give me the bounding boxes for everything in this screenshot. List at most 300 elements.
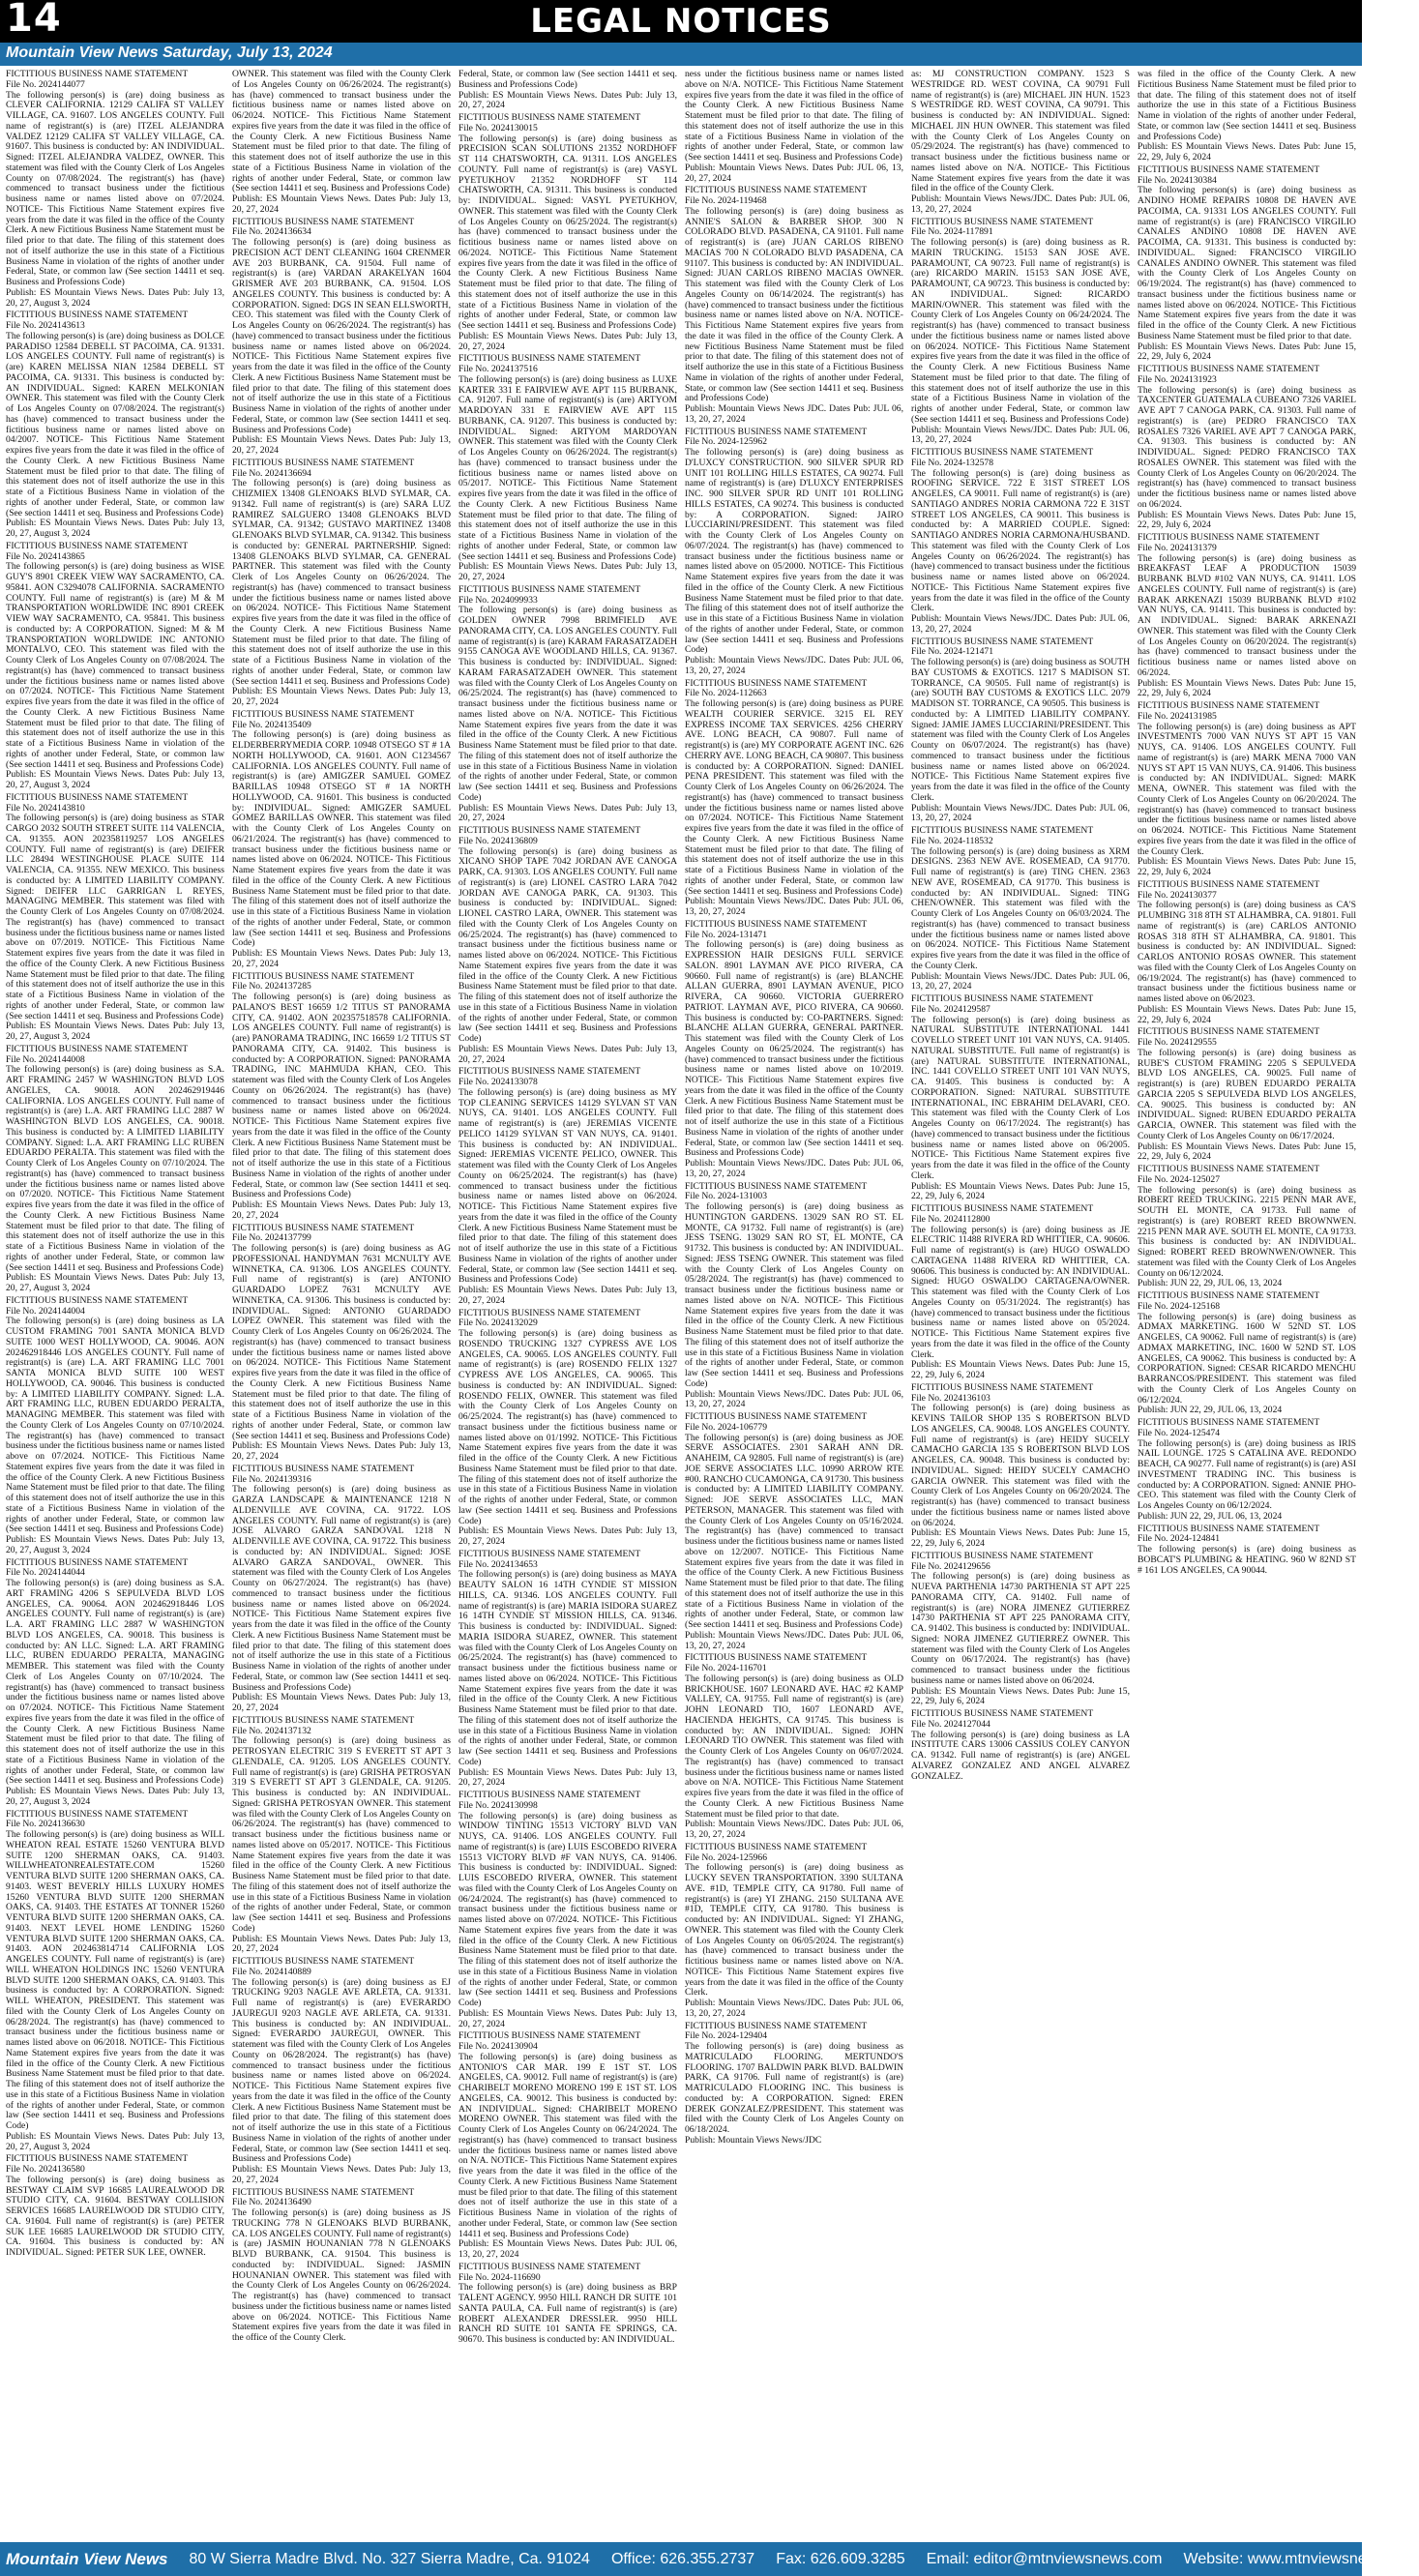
notice-body: The following person(s) is (are) doing business as JE ELECTRIC 11488 RIVERA RD WHITTIER, CA. 90606. Full name of registrant(s) is (are) HUGO OSWALDO CARTAGENA 11488 RIVERA RD WHITTIER, CA. 90606. This business is conducted by: AN INDIVIDUAL. Signed: HUGO OSWALDO CARTAGENA/OWNER. This statement was filed with the County Clerk of Los Angeles County on 05/31/2024. The registrant(s) has (have) commenced to transact business under the fictitious business name or names listed above on 05/2024. NOTICE- This Fictitious Name Statement expires five years from the date it was filed in the office of the County Clerk.: [911, 1224, 1130, 1360]
legal-notices-columns: [6, 70, 1356, 2536]
notice-body: The following person(s) is (are) doing business as ROBERT REED TRUCKING. 2215 PENN MAR AVE, SOUTH EL MONTE, CA 91733. Full name of registrant(s) is (are) ROBERT REED BROWNWEN. 2215 PENN MAR AVE. SOUTH EL MONTE, CA 91733. This business is conducted by: AN INDIVIDUAL. Signed: ROBERT REED BROWNWEN/OWNER. This statement was filed with the County Clerk of Los Angeles County on 06/12/2024.: [1138, 1184, 1356, 1279]
notice-publication-dates: Publish: ES Mountain Views News. Dates Pub: June 15, 22, 29, July 6, 2024: [1138, 509, 1356, 531]
legal-notice: [6, 2154, 224, 2259]
notice-file-number: File No. 2024-125168: [1138, 1300, 1221, 1312]
notice-publication-dates: Publish: Mountain Views News/JDC. Dates Pub: JUL 06, 13, 20, 27, 2024: [911, 424, 1130, 446]
notice-body: The following person(s) is (are) doing business as AG PROFESSIONAL HANDYMAN 7631 MCNULTY AVE WINNETKA, CA. 91306. LOS ANGELES COUNTY. Full name of registrant(s) is (are) ANTONIO GUARDADO LOPEZ 7631 MCNULTY AVE WINNETKA, CA. 91306. This business is conducted by: INDIVIDUAL. Signed: ANTONIO GUARDADO LOPEZ OWNER. This statement was filed with the County Clerk of Los Angeles County on 06/26/2024. The registrant(s) has (have) commenced to transact business under the fictitious business name or names listed above on 06/2024. NOTICE- This Fictitious Name Statement expires five years from the date it was filed in the office of the County Clerk. A new Fictitious Business Name Statement must be filed prior to that date. The filing of this statement does not of itself authorize the use in this state of a Fictitious Business Name in violation of the rights of another under Federal, State, or common law (See section 14411 et seq. Business and Professions Code): [232, 1243, 451, 1441]
notice-publication-dates: Publish: ES Mountain Views News. Dates Pub: July 13, 20, 27, August 3, 2024: [6, 769, 224, 790]
footer-address: 80 W Sierra Madre Blvd. No. 327 Sierra Madre, Ca. 91024: [189, 2550, 590, 2567]
notice-publication-dates: Publish: ES Mountain Views News. Dates Pub: July 13, 20, 27, 2024: [458, 561, 677, 582]
legal-notice: [232, 1716, 451, 1955]
legal-notice: [911, 1552, 1130, 1707]
notice-publication-dates: Publish: ES Mountain Views News. Dates Pub: July 13, 20, 27, 2024: [232, 948, 451, 969]
notice-heading: FICTITIOUS BUSINESS NAME STATEMENT: [6, 69, 189, 79]
notice-body: The following person(s) is (are) doing business as WINDOW TINTING 15513 VICTORY BLVD VAN NUYS, CA. 91406. LOS ANGELES COUNTY. Full name of registrant(s) is (are) LUIS ESCOBEDO RIVERA 15513 VICTORY BLVD #F VAN NUYS, CA. 91406. This business is conducted by: INDIVIDUAL. Signed: LUIS ESCOBEDO RIVERA, OWNER. This statement was filed with the County Clerk of Los Angeles County on 06/24/2024. The registrant(s) has (have) commenced to transact business under the fictitious business name or names listed above on 07/2024. NOTICE- This Fictitious Name Statement expires five years from the date it was filed in the office of the County Clerk. A new Fictitious Business Name Statement must be filed prior to that date. The filing of this statement does not of itself authorize the use in this state of a Fictitious Business Name in violation of the rights of another under Federal, State, or common law (See section 14411 et seq. Business and Professions Code): [458, 1810, 677, 2008]
legal-notice: [911, 70, 1130, 216]
notice-body: The following person(s) is (are) doing business as S.A. ART FRAMING 2457 W WASHINGTON BLVD LOS ANGELES, CA. 90018. AON 202462919446 CALIFORNIA. LOS ANGELES COUNTY. Full name of registrant(s) is (are) L.A. ART FRAMING LLC 2887 W WASHINGTON BLVD LOS ANGELES, CA. 90018. This business is conducted by: A LIMITED LIABILITY COMPANY. Signed: L.A. ART FRAMING LLC RUBEN EDUARDO PERALTA. This statement was filed with the County Clerk of Los Angeles County on 07/10/2024. The registrant(s) has (have) commenced to transact business under the fictitious business name or names listed above on 07/2020. NOTICE- This Fictitious Name Statement expires five years from the date it was filed in the office of the County Clerk. A new Fictitious Business Name Statement must be filed prior to that date. The filing of this statement does not of itself authorize the use in this state of a Fictitious Business Name in violation of the rights of another under Federal, State, or common law (See section 14411 et seq. Business and Professions Code): [6, 1064, 224, 1273]
footer-fax: Fax: 626.609.3285: [776, 2550, 905, 2567]
legal-notice: [1138, 1525, 1356, 1577]
notice-file-number: File No. 2024134653: [458, 1558, 538, 1570]
notice-file-number: File No. 2024-116701: [685, 1663, 767, 1673]
notice-file-number: File No. 2024136103: [911, 1392, 990, 1404]
notice-body: The following person(s) is (are) doing business as PALANO'S BEST 16659 1/2 TITUS ST PANORAMA CITY, CA. 91402. AON 202357518578 CALIFORNIA. LOS ANGELES COUNTY. Full name of registrant(s) is (are) PANORAMA TRADING, INC 16659 1/2 TITUS ST PANORAMA CITY, CA. 91402. This business is conducted by: A CORPORATION. Signed: PANORAMA TRADING, INC MAHMUDA KHAN, CEO. This statement was filed with the County Clerk of Los Angeles County on 06/26/2024. The registrant(s) has (have) commenced to transact business under the fictitious business name or names listed above on 06/2024. NOTICE- This Fictitious Name Statement expires five years from the date it was filed in the office of the County Clerk. A new Fictitious Business Name Statement must be filed prior to that date. The filing of this statement does not of itself authorize the use in this state of a Fictitious Business Name in violation of the rights of another under Federal, State, or common law (See section 14411 et seq. Business and Professions Code): [232, 992, 451, 1200]
notice-publication-dates: Publish: Mountain Views News/JDC. Dates Pub: JUL 06, 13, 20, 27, 2024: [685, 655, 903, 676]
notice-body: The following person(s) is (are) doing business as JOE SERVE ASSOCIATES. 2301 SARAH ANN DR. ANAHEIM, CA 92805. Full name of registrant(s) is (are) JOE SERVE ASSOCIATES LLC. 10990 ARROW RTE #00. RANCHO CUCAMONGA, CA 91730. This business is conducted by: A LIMITED LIABILITY COMPANY. Signed: JOE SERVE ASSOCIATES LLC, MAN PETERSON, MANAGER. This statement was filed with the County Clerk of Los Angeles County on 05/16/2024. The registrant(s) has (have) commenced to transact business under the fictitious business name or names listed above on 12/2007. NOTICE- This Fictitious Name Statement expires five years from the date it was filed in the office of the County Clerk. A new Fictitious Business Name Statement must be filed prior to that date. The filing of this statement does not of itself authorize the use in this state of a Fictitious Business Name in violation of the rights of another under Federal, State, or common law (See section 14411 et seq. Business and Professions Code): [685, 1432, 903, 1630]
legal-notice: [232, 1224, 451, 1463]
notice-heading: FICTITIOUS BUSINESS NAME STATEMENT: [6, 791, 189, 803]
legal-notice: [685, 1653, 903, 1841]
notice-file-number: File No. 2024144004: [6, 1305, 85, 1317]
notice-body: The following person(s) is (are) doing business as WILL WHEATON REAL ESTATE 15260 VENTURA BLVD SUITE 1200 SHERMAN OAKS, CA. 91403. WILLWHEATONREALESTATE.COM 15260 VENTURA BLVD SUITE 1200 SHERMAN OAKS, CA. 91403. WEST BEVERLY HILLS LUXURY HOMES 15260 VENTURA BLVD SUITE 1200 SHERMAN OAKS, CA. 91403. THE ESTATES AT TONNER 15260 VENTURA BLVD SUITE 1200 SHERMAN OAKS, CA. 91403. NEXT LEVEL HOME LENDING 15260 VENTURA BLVD SUITE 1200 SHERMAN OAKS, CA. 91403. AON 202463814714 CALIFORNIA LOS ANGELES COUNTY. Full name of registrant(s) is (are) WILL WHEATON HOLDINGS INC 15260 VENTURA BLVD SUITE 1200 SHERMAN OAKS, CA. 91403. This business is conducted by: A CORPORATION. Signed: WILL WHEATON, PRESIDENT. This statement was filed with the County Clerk of Los Angeles County on 06/28/2024. The registrant(s) has (have) commenced to transact business under the fictitious business name or names listed above on 06/2018. NOTICE- This Fictitious Name Statement expires five years from the date it was filed in the office of the County Clerk. A new Fictitious Business Name Statement must be filed prior to that date. The filing of this statement does not of itself authorize the use in this state of a Fictitious Business Name in violation of the rights of another under Federal, State, or common law (See section 14411 et seq. Business and Professions Code): [6, 1829, 224, 2131]
notice-body: The following person(s) is (are) doing business as NUEVA PARTHENIA 14730 PARTHENIA ST APT 225 PANORAMA CITY, CA. 91402. Full name of registrant(s) is (are) NORA JIMENEZ GUTIERREZ 14730 PARTHENIA ST APT 225 PANORAMA CITY, CA. 91402. This business is conducted by: INDIVIDUAL. Signed: NORA JIMENEZ GUTIERREZ OWNER. This statement was filed with the County Clerk of Los Angeles County on 06/17/2024. The registrant(s) has (have) commenced to transact business under the fictitious business name or names listed above on 06/2024.: [911, 1571, 1130, 1686]
notice-file-number: File No. 2024-131471: [685, 929, 768, 940]
notice-body: The following person(s) is (are) doing business as CHIZMIEX 13408 GLENOAKS BLVD SYLMAR, CA. 91342. Full name of registrant(s) is (are) SARA LUZ RAMIREZ SALGUERO 13408 GLENOAKS BLVD SYLMAR, CA. 91342; GUSTAVO MARTINEZ 13408 GLENOAKS BLVD SYLMAR, CA. 91342. This business is conducted by: GENERAL PARTNERSHIP. Signed: 13408 GLENOAKS BLVD SYLMAR, CA. GENERAL PARTNER. This statement was filed with the County Clerk of Los Angeles County on 06/26/2024. The registrant(s) has (have) commenced to transact business under the fictitious business name or names listed above on 06/2024. NOTICE- This Fictitious Name Statement expires five years from the date it was filed in the office of the County Clerk. A new Fictitious Business Name Statement must be filed prior to that date. The filing of this statement does not of itself authorize the use in this state of a Fictitious Business Name in violation of the rights of another under Federal, State, or common law (See section 14411 et seq. Business and Professions Code): [232, 478, 451, 687]
notice-body: The following person(s) is (are) doing business as IRIS NAIL LOUNGE. 1725 S CATALINA AVE. REDONDO BEACH, CA 90277. Full name of registrant(s) is (are) ASI INVESTMENT TRADING INC. This business is conducted by: A CORPORATION. Signed: ANNIE PHO-CEO. This statement was filed with the County Clerk of Los Angeles County on 06/12/2024.: [1138, 1437, 1356, 1511]
masthead: [0, 0, 1362, 43]
notice-publication-dates: Publish: Mountain Views News/JDC. Dates Pub: JUL 06, 13, 20, 27, 2024: [685, 1629, 903, 1651]
footer-bar: [0, 2542, 1419, 2576]
notice-column: [1138, 70, 1356, 2536]
legal-notice: [685, 428, 903, 677]
notice-heading: FICTITIOUS BUSINESS NAME STATEMENT: [232, 1222, 415, 1233]
notice-publication-dates: Publish: ES Mountain Views News. Dates Pub: June 15, 22, 29, July 6, 2024: [1138, 1140, 1356, 1163]
notice-file-number: File No. 2024130384: [1138, 174, 1217, 186]
legal-notice: [685, 1412, 903, 1651]
notice-file-number: File No. 2024129555: [1138, 1037, 1217, 1048]
notice-body: The following person(s) is (are) doing business as RUBE'S CUSTOM FRAMING 2205 S SEPULVEDA BLVD LOS ANGELES, CA. 90025. Full name of registrant(s) is (are) RUBEN EDUARDO PERALTA GARCIA 2205 S SEPULVEDA BLVD LOS ANGELES, CA. 90025. This business is conducted by: AN INDIVIDUAL. Signed: RUBEN EDUARDO PERALTA GARCIA, OWNER. This statement was filed with the County Clerk of Los Angeles County on 06/17/2024.: [1138, 1047, 1356, 1141]
notice-body: The following person(s) is (are) doing business as APT INVESTMENTS 7000 VAN NUYS ST APT 15 VAN NUYS, CA. 91406. LOS ANGELES COUNTY. Full name of registrant(s) is (are) MARK MENA 7000 VAN NUYS ST APT 15 VAN NUYS, CA. 91406. This business is conducted by: AN INDIVIDUAL. Signed: MARK MENA, OWNER. This statement was filed with the County Clerk of Los Angeles County on 06/20/2024. The registrant(s) has (have) commenced to transact business under the fictitious business name or names listed above on 06/2024. NOTICE- This Fictitious Name Statement expires five years from the date it was filed in the office of the County Clerk.: [1138, 721, 1356, 857]
notice-publication-dates: Publish: ES Mountain Views News. Dates Pub: July 13, 20, 27, August 3, 2024: [6, 1534, 224, 1555]
notice-body: The following person(s) is (are) doing business as LUXE KARTER 331 E FAIRVIEW AVE APT 115 BURBANK, CA. 91207. Full name of registrant(s) is (are) ARTYOM MARDOYAN 331 E FAIRVIEW AVE APT 115 BURBANK, CA. 91207. This business is conducted by: INDIVIDUAL. Signed: ARTYOM MARDOYAN OWNER. This statement was filed with the County Clerk of Los Angeles County on 06/26/2024. The registrant(s) has (have) commenced to transact business under the fictitious business name or names listed above on 05/2017. NOTICE- This Fictitious Name Statement expires five years from the date it was filed in the office of the County Clerk. A new Fictitious Business Name Statement must be filed prior to that date. The filing of this statement does not of itself authorize the use in this state of a Fictitious Business Name in violation of the rights of another under Federal, State, or common law (See section 14411 et seq. Business and Professions Code): [458, 373, 677, 562]
notice-heading: FICTITIOUS BUSINESS NAME STATEMENT: [458, 112, 641, 123]
notice-heading: FICTITIOUS BUSINESS NAME STATEMENT: [458, 1790, 641, 1800]
legal-notice: [458, 113, 677, 352]
notice-body: Federal, State, or common law (See section 14411 et seq. Business and Professions Code): [458, 69, 677, 90]
page-number: 14: [6, 0, 62, 41]
notice-file-number: File No. 2024144044: [6, 1567, 85, 1579]
legal-notice: [1138, 701, 1356, 878]
notice-heading: FICTITIOUS BUSINESS NAME STATEMENT: [911, 636, 1094, 647]
notice-heading: FICTITIOUS BUSINESS NAME STATEMENT: [1138, 1290, 1320, 1301]
notice-heading: FICTITIOUS BUSINESS NAME STATEMENT: [232, 2186, 415, 2198]
legal-notice: [232, 972, 451, 1222]
notice-heading: FICTITIOUS BUSINESS NAME STATEMENT: [685, 426, 868, 437]
section-title: LEGAL NOTICES: [530, 2, 832, 41]
notice-heading: FICTITIOUS BUSINESS NAME STATEMENT: [232, 708, 415, 720]
notice-publication-dates: Publish: ES Mountain Views News. Dates Pub: July 13, 20, 27, 2024: [232, 1199, 451, 1221]
notice-publication-dates: Publish: JUN 22, 29, JUL 06, 13, 2024: [1138, 1278, 1283, 1289]
notice-body: The following person(s) is (are) doing business as EJ TRUCKING 9203 NAGLE AVE ARLETA, CA. 91331. Full name of registrant(s) is (are) EVERARDO JAUREGUI 9203 NAGLE AVE ARLETA, CA. 91331. This business is conducted by: AN INDIVIDUAL. Signed: EVERARDO JAUREGUI, OWNER. This statement was filed with the County Clerk of Los Angeles County on 06/28/2024. The registrant(s) has (have) commenced to transact business under the fictitious business name or names listed above on 06/2024. NOTICE- This Fictitious Name Statement expires five years from the date it was filed in the office of the County Clerk. A new Fictitious Business Name Statement must be filed prior to that date. The filing of this statement does not of itself authorize the use in this state of a Fictitious Business Name in violation of the rights of another under Federal, State, or common law (See section 14411 et seq. Business and Professions Code): [232, 1976, 451, 2165]
notice-body: The following person(s) is (are) doing business as ANNIE'S SALON & BARBER SHOP. 300 N COLORADO BLVD. PASADENA, CA 91101. Full name of registrant(s) is (are) JUAN CARLOS RIBENO MACIAS 700 N COLORADO BLVD PASADENA, CA 91107. This business is conducted by: AN INDIVIDUAL. Signed: JUAN CARLOS RIBENO MACIAS OWNER. This statement was filed with the County Clerk of Los Angeles County on 06/14/2024. The registrant(s) has (have) commenced to transact business under the fictitious business name or names listed above on N/A. NOTICE- This Fictitious Name Statement expires five years from the date it was filed in the office of the County Clerk. A new Fictitious Business Name Statement must be filed prior to that date. The filing of this statement does not of itself authorize the use in this state of a Fictitious Business Name in violation of the rights of another under Federal, State, or common law (See section 14411 et seq. Business and Professions Code): [685, 205, 903, 404]
notice-heading: FICTITIOUS BUSINESS NAME STATEMENT: [685, 1411, 868, 1422]
notice-body: The following person(s) is (are) doing business as ROSENDO TRUCKING 1327 CYPRESS AVE LOS ANGELES, CA. 90065. LOS ANGELES COUNTY. Full name of registrant(s) is (are) ROSENDO FELIX 1327 CYPRESS AVE LOS ANGELES, CA. 90065. This business is conducted by: AN INDIVIDUAL. Signed: ROSENDO FELIX, OWNER. This statement was filed with the County Clerk of Los Angeles County on 06/25/2024. The registrant(s) has (have) commenced to transact business under the fictitious business name or names listed above on 01/1992. NOTICE- This Fictitious Name Statement expires five years from the date it was filed in the office of the County Clerk. A new Fictitious Business Name Statement must be filed prior to that date. The filing of this statement does not of itself authorize the use in this state of a Fictitious Business Name in violation of the rights of another under Federal, State, or common law (See section 14411 et seq. Business and Professions Code): [458, 1328, 677, 1526]
notice-file-number: File No. 2024137799: [232, 1232, 311, 1244]
notice-heading: FICTITIOUS BUSINESS NAME STATEMENT: [911, 1203, 1094, 1214]
notice-file-number: File No. 2024-121471: [911, 646, 994, 658]
legal-notice: [685, 1843, 903, 2020]
notice-file-number: File No. 2024140889: [232, 1966, 311, 1977]
notice-body: The following person(s) is (are) doing business as LA INSTITUTE CARS 13006 CASSIUS COLEY CANYON CA. 91342. Full name of registrant(s) is (are) ANGEL ALVAREZ GONZALEZ AND ANGEL ALVAREZ GONZALEZ.: [911, 1729, 1130, 1782]
legal-notice: [1138, 1291, 1356, 1416]
notice-heading: FICTITIOUS BUSINESS NAME STATEMENT: [685, 1841, 868, 1852]
notice-body: The following person(s) is (are) doing business as LUCKY SEVEN TRANSPORTATION. 3390 SULTANA AVE. #1D, TEMPLE CITY, CA 91780. Full name of registrant(s) is (are) YI ZHANG. 2150 SULTANA AVE #1D, TEMPLE CITY, CA 91780. This business is conducted by: AN INDIVIDUAL. Signed: YI ZHANG, OWNER. This statement was filed with the County Clerk of Los Angeles County on 06/05/2024. The registrant(s) has (have) commenced to transact business under the fictitious business name or names listed above on N/A. NOTICE- This Fictitious Name Statement expires five years from the date it was filed in the office of the County Clerk.: [685, 1862, 903, 1999]
notice-file-number: File No. 2024-131003: [685, 1191, 768, 1202]
notice-file-number: File No. 2024130904: [458, 2041, 538, 2052]
notice-publication-dates: Publish: ES Mountain Views News. Dates Pub: July 13, 20, 27, 2024: [232, 1440, 451, 1462]
notice-file-number: File No. 2024127044: [911, 1718, 990, 1730]
legal-notice: [1138, 365, 1356, 531]
notice-publication-dates: Publish: Mountain Views News/JDC: [685, 2134, 822, 2146]
notice-body: The following person(s) is (are) doing business as MATRICULADO FLOORING. MERTUNDO'S FLOORING. 1707 BALDWIN PARK BLVD. BALDWIN PARK, CA 91706. Full name of registrant(s) is (are) MATRICULADO FLOORING INC. This business is conducted by: A CORPORATION. Signed: EREN DEREK GONZALEZ/PRESIDENT. This statement was filed with the County Clerk of Los Angeles County on 06/18/2024.: [685, 2041, 903, 2135]
notice-file-number: File No. 2024-125027: [1138, 1173, 1221, 1185]
notice-file-number: File No. 2024133078: [458, 1077, 538, 1087]
notice-heading: FICTITIOUS BUSINESS NAME STATEMENT: [6, 1043, 189, 1054]
notice-file-number: File No. 2024131379: [1138, 542, 1217, 553]
notice-publication-dates: Publish: ES Mountain Views News. Dates Pub: June 15, 22, 29, July 6, 2024: [1138, 1003, 1356, 1025]
notice-heading: FICTITIOUS BUSINESS NAME STATEMENT: [232, 1714, 415, 1726]
notice-body: The following person(s) is (are) doing business as WISE GUY'S 8901 CREEK VIEW WAY SACRAMENTO, CA. 95841. AON C3294078 CALIFORNIA. SACRAMENTO COUNTY. Full name of registrant(s) is (are) M & M TRANSPORTATION WORLDWIDE INC 8901 CREEK VIEW WAY SACRAMENTO, CA. 95841. This business is conducted by: A CORPORATION. Signed: M & M TRANSPORTATION WORLDWIDE INC ANTONIO MONTALVO, CEO. This statement was filed with the County Clerk of Los Angeles County on 07/08/2024. The registrant(s) has (have) commenced to transact business under the fictitious business name or names listed above on 07/2024. NOTICE- This Fictitious Name Statement expires five years from the date it was filed in the office of the County Clerk. A new Fictitious Business Name Statement must be filed prior to that date. The filing of this statement does not of itself authorize the use in this state of a Fictitious Business Name in violation of the rights of another under Federal, State, or common law (See section 14411 et seq. Business and Professions Code): [6, 561, 224, 770]
notice-heading: FICTITIOUS BUSINESS NAME STATEMENT: [458, 1066, 641, 1078]
notice-file-number: File No. 2024136630: [6, 1819, 85, 1830]
notice-body: The following person(s) is (are) doing business as ANDINO HOME REPAIRS 10808 DE HAVEN AVE PACOIMA, CA. 91331 LOS ANGELES COUNTY. Full name of registrant(s) is (are) FRANCISCO VIRGILIO CANALES ANDINO 10808 DE HAVEN AVE PACOIMA, CA. 91331. This business is conducted by: INDIVIDUAL. Signed: FRANCISCO VIRGILIO CANALES ANDINO OWNER. This statement was filed with the County Clerk of Los Angeles County on 06/19/2024. The registrant(s) has (have) commenced to transact business under the fictitious business name or names listed above on 06/2024. NOTICE- This Fictitious Name Statement expires five years from the date it was filed in the office of the County Clerk. A new Fictitious Business Name Statement must be filed prior to that date.: [1138, 185, 1356, 341]
notice-body: The following person(s) is (are) doing business as TAXCENTER GUATEMALA CUBEANO 7326 VARIEL AVE APT 7 CANOGA PARK, CA. 91303. Full name of registrant(s) is (are) PEDRO FRANCISCO TAX ROSALES 7326 VARIEL AVE APT 7 CANOGA PARK, CA. 91303. This business is conducted by: AN INDIVIDUAL. Signed: PEDRO FRANCISCO TAX ROSALES OWNER. This statement was filed with the County Clerk of Los Angeles County on 06/20/2024. The registrant(s) has (have) commenced to transact business under the fictitious business name or names listed above on 06/2024.: [1138, 384, 1356, 510]
footer-paper-name: Mountain View News: [6, 2549, 168, 2568]
notice-heading: FICTITIOUS BUSINESS NAME STATEMENT: [458, 1307, 641, 1318]
notice-publication-dates: Publish: ES Mountain Views News. Dates Pub: July 13, 20, 27, 2024: [458, 330, 677, 352]
notice-column: [911, 70, 1130, 2536]
notice-publication-dates: Publish: Mountain Views News/JDC. Dates Pub: JUL 06, 13, 20, 27, 2024: [685, 1158, 903, 1179]
notice-publication-dates: Publish: Mountain Views News. Dates Pub: JUL 06, 13, 20, 27, 2024: [685, 162, 903, 184]
notice-publication-dates: Publish: ES Mountain Views News. Dates Pub: July 13, 20, 27, 2024: [232, 686, 451, 707]
notice-file-number: File No. 2024132029: [458, 1318, 538, 1329]
legal-notice: [458, 1550, 677, 1789]
legal-notice: [1138, 165, 1356, 363]
notice-publication-dates: Publish: ES Mountain Views News. Dates Pub: July 13, 20, 27, 2024: [232, 1692, 451, 1713]
notice-body: as: MJ CONSTRUCTION COMPANY. 1523 S WESTRIDGE RD. WEST COVINA, CA 90791 Full name of registrant(s) is (are) MICHAEL JIN HUN. 1523 S WESTRIDGE RD. WEST COVINA, CA 90791. This business is conducted by: AN INDIVIDUAL. Signed: MICHAEL JIN HUN OWNER. This statement was filed with the County Clerk of Los Angeles County on 05/29/2024. The registrant(s) has (have) commenced to transact business under the fictitious business name or names listed above on N/A. NOTICE- This Fictitious Name Statement expires five years from the date it was filed in the office of the County Clerk.: [911, 69, 1130, 194]
notice-publication-dates: Publish: ES Mountain Views News. Dates Pub: July 13, 20, 27, 2024: [458, 2007, 677, 2029]
notice-heading: FICTITIOUS BUSINESS NAME STATEMENT: [1138, 1026, 1320, 1038]
legal-notice: [1138, 533, 1356, 699]
notice-publication-dates: Publish: JUN 22, 29, JUL 06, 13, 2024: [1138, 1510, 1283, 1522]
notice-body: The following person(s) is (are) doing business as MAYA BEAUTY SALON 16 14TH CYNDIE ST MISSION HILLS, CA. 91346. LOS ANGELES COUNTY. Full name of registrant(s) is (are) MARIA ISIDORA SUAREZ 16 14TH CYNDIE ST MISSION HILLS, CA. 91346. This business is conducted by: INDIVIDUAL. Signed: MARIA ISIDORA SUAREZ, OWNER. This statement was filed with the County Clerk of Los Angeles County on 06/25/2024. The registrant(s) has (have) commenced to transact business under the fictitious business name or names listed above on 06/2024. NOTICE- This Fictitious Name Statement expires five years from the date it was filed in the office of the County Clerk. A new Fictitious Business Name Statement must be filed prior to that date. The filing of this statement does not of itself authorize the use in this state of a Fictitious Business Name in violation of the rights of another under Federal, State, or common law (See section 14411 et seq. Business and Professions Code): [458, 1569, 677, 1767]
notice-file-number: File No. 2024143810: [6, 802, 85, 814]
notice-publication-dates: Publish: ES Mountain Views News. Dates Pub: June 15, 22, 29, July 6, 2024: [1138, 341, 1356, 363]
notice-heading: FICTITIOUS BUSINESS NAME STATEMENT: [911, 216, 1094, 227]
notice-heading: FICTITIOUS BUSINESS NAME STATEMENT: [911, 993, 1094, 1004]
notice-heading: FICTITIOUS BUSINESS NAME STATEMENT: [6, 310, 189, 321]
notice-heading: FICTITIOUS BUSINESS NAME STATEMENT: [458, 353, 641, 365]
notice-body: The following person(s) is (are) doing business as S.A. ART FRAMING 4206 S SEPULVEDA BLVD LOS ANGELES, CA. 90064. AON 202462918446 LOS ANGELES COUNTY. Full name of registrant(s) is (are) L.A. ART FRAMING LLC 2887 W WASHINGTON BLVD LOS ANGELES, CA. 90018. This business is conducted by: AN LLC. Signed: L.A. ART FRAMING LLC, RUBEN EDUARDO PERALTA, MANAGING MEMBER. This statement was filed with the County Clerk of Los Angeles County on 07/10/2024. The registrant(s) has (have) commenced to transact business under the fictitious business name or names listed above on 07/2024. NOTICE- This Fictitious Name Statement expires five years from the date it was filed in the office of the County Clerk. A new Fictitious Business Name Statement must be filed prior to that date. The filing of this statement does not of itself authorize the use in this state of a Fictitious Business Name in violation of the rights of another under Federal, State, or common law (See section 14411 et seq. Business and Professions Code): [6, 1578, 224, 1787]
notice-body: The following person(s) is (are) doing business as XRM DESIGNS. 2363 NEW AVE. ROSEMEAD, CA 91770. Full name of registrant(s) is (are) TING CHEN. 2363 NEW AVE, ROSEMEAD, CA 91770. This business is conducted by: AN INDIVIDUAL. Signed: TING CHEN/OWNER. This statement was filed with the County Clerk of Los Angeles County on 06/03/2024. The registrant(s) has (have) commenced to transact business under the fictitious business name or names listed above on 06/2024. NOTICE- This Fictitious Name Statement expires five years from the date it was filed in the office of the County Clerk.: [911, 845, 1130, 971]
notice-file-number: File No. 2024143865: [6, 550, 85, 562]
notice-heading: FICTITIOUS BUSINESS NAME STATEMENT: [232, 1956, 415, 1967]
legal-notice: [685, 2022, 903, 2147]
notice-heading: FICTITIOUS BUSINESS NAME STATEMENT: [1138, 878, 1320, 890]
notice-file-number: File No. 2024131923: [1138, 373, 1217, 385]
notice-publication-dates: Publish: ES Mountain Views News. Dates Pub: July 13, 20, 27, August 3, 2024: [6, 1786, 224, 1807]
notice-file-number: File No. 2024099933: [458, 594, 538, 606]
legal-notice: [1138, 1418, 1356, 1523]
notice-publication-dates: Publish: ES Mountain Views News. Dates Pub: July 13, 20, 27, 2024: [458, 1285, 677, 1306]
notice-file-number: File No. 2024-125962: [685, 436, 768, 448]
notice-heading: FICTITIOUS BUSINESS NAME STATEMENT: [6, 1294, 189, 1306]
legal-notice: [458, 354, 677, 583]
legal-notice: [911, 1383, 1130, 1550]
notice-file-number: File No. 2024-118532: [911, 835, 993, 846]
notice-file-number: File No. 2024130015: [458, 122, 538, 133]
notice-file-number: File No. 2024136634: [232, 226, 311, 238]
legal-notice: [685, 920, 903, 1180]
notice-file-number: File No. 2024-132578: [911, 457, 994, 468]
notice-body: The following person(s) is (are) doing business as SOUTH BAY CUSTOMS & EXOTICS. 1217 S MADISON ST. TORRANCE, CA 90505. Full name of registrant(s) is (are) SOUTH BAY CUSTOMS & EXOTICS LLC. 2079 MADISON ST. TORRANCE, CA 90505. This business is conducted by: A LIMITED LIABILITY COMPANY. Signed: JAMIE JAMES LUCCIARINI/PRESIDENT. This statement was filed with the County Clerk of Los Angeles County on 06/07/2024. The registrant(s) has (have) commenced to transact business under the fictitious business name or names listed above on 06/2024. NOTICE- This Fictitious Name Statement expires five years from the date it was filed in the office of the County Clerk.: [911, 657, 1130, 803]
legal-notice: [911, 994, 1130, 1202]
legal-notice: [911, 448, 1130, 636]
notice-publication-dates: Publish: Mountain Views News/JDC. Dates Pub: JUL 06, 13, 20, 27, 2024: [685, 1819, 903, 1840]
notice-file-number: File No. 2024136809: [458, 835, 538, 846]
notice-heading: FICTITIOUS BUSINESS NAME STATEMENT: [1138, 532, 1320, 543]
notice-file-number: File No. 2024-129404: [685, 2030, 768, 2042]
notice-heading: FICTITIOUS BUSINESS NAME STATEMENT: [685, 185, 868, 196]
notice-heading: FICTITIOUS BUSINESS NAME STATEMENT: [1138, 700, 1320, 711]
notice-publication-dates: Publish: ES Mountain Views News. Dates Pub: July 13, 20, 27, 2024: [232, 193, 451, 215]
notice-body: The following person(s) is (are) doing business as HUNTINGTON GARDENS. 13029 SAN RO ST. EL MONTE, CA 91732. Full name of registrant(s) is (are) JESS TSENG. 13029 SAN RO ST, EL MONTE, CA 91732. This business is conducted by: AN INDIVIDUAL. Signed: JESS TSENG OWNER. This statement was filed with the County Clerk of Los Angeles County on 05/28/2024. The registrant(s) has (have) commenced to transact business under the fictitious business name or names listed above on N/A. NOTICE- This Fictitious Name Statement expires five years from the date it was filed in the office of the County Clerk. A new Fictitious Business Name Statement must be filed prior to that date. The filing of this statement does not of itself authorize the use in this state of a Fictitious Business Name in violation of the rights of another under Federal, State, or common law (See section 14411 et seq. Business and Professions Code): [685, 1201, 903, 1389]
notice-publication-dates: Publish: ES Mountain Views News. Dates Pub: July 13, 20, 27, August 3, 2024: [6, 286, 224, 309]
notice-heading: FICTITIOUS BUSINESS NAME STATEMENT: [6, 540, 189, 551]
notice-publication-dates: Publish: ES Mountain Views News. Dates Pub: June 15, 22, 29, July 6, 2024: [911, 1359, 1130, 1380]
notice-heading: FICTITIOUS BUSINESS NAME STATEMENT: [458, 1548, 641, 1559]
footer-office: Office: 626.355.2737: [610, 2550, 755, 2567]
notice-publication-dates: Publish: Mountain Views News/JDC. Dates Pub: JUL 06, 13, 20, 27, 2024: [911, 970, 1130, 992]
notice-column: [685, 70, 903, 2536]
legal-notice: [458, 585, 677, 824]
legal-notice: [911, 1709, 1130, 1782]
notice-body: The following person(s) is (are) doing business as ADMAX MARKETING. 1600 W 52ND ST. LOS ANGELES, CA 90062. Full name of registrant(s) is (are) ADMAX MARKETING, INC. 1600 W 52ND ST. LOS ANGELES, CA 90062. This business is conducted by: A CORPORATION. Signed: CESAR RICARDO MENCHU BARRANCOS/PRESIDENT. This statement was filed with the County Clerk of Los Angeles County on 06/12/2024.: [1138, 1311, 1356, 1406]
notice-file-number: File No. 2024137516: [458, 364, 538, 374]
legal-notice: [232, 218, 451, 457]
notice-body: The following person(s) is (are) doing business as DOLCE PARADISO 12584 DEBELL ST PACOIMA, CA. 91331. LOS ANGELES COUNTY. Full name of registrant(s) is (are) KAREN MELISSA NIAN 12584 DEBELL ST PACOIMA, CA. 91331. This business is conducted by: AN INDIVIDUAL. Signed: KAREN MELKONIAN OWNER. This statement was filed with the County Clerk of Los Angeles County on 07/08/2024. The registrant(s) has (have) commenced to transact business under the fictitious business name or names listed above on 04/2007. NOTICE- This Fictitious Name Statement expires five years from the date it was filed in the office of the County Clerk. A new Fictitious Business Name Statement must be filed prior to that date. The filing of this statement does not of itself authorize the use in this state of a Fictitious Business Name in violation of the rights of another under Federal, State, or common law (See section 14411 et seq. Business and Professions Code): [6, 330, 224, 518]
notice-heading: FICTITIOUS BUSINESS NAME STATEMENT: [232, 216, 415, 227]
notice-heading: FICTITIOUS BUSINESS NAME STATEMENT: [685, 1652, 868, 1664]
notice-file-number: File No. 2024131985: [1138, 710, 1217, 722]
notice-file-number: File No. 2024-125966: [685, 1851, 768, 1863]
legal-notice: [458, 1309, 677, 1548]
notice-file-number: File No. 2024144077: [6, 78, 85, 90]
notice-heading: FICTITIOUS BUSINESS NAME STATEMENT: [6, 2153, 189, 2165]
notice-file-number: File No. 2024112800: [911, 1213, 990, 1225]
notice-file-number: File No. 2024136580: [6, 2164, 85, 2175]
notice-publication-dates: Publish: ES Mountain Views News. Dates Pub: June 15, 22, 29, July 6, 2024: [1138, 677, 1356, 699]
legal-notice: [6, 1296, 224, 1556]
legal-notice: [6, 793, 224, 1043]
footer-website[interactable]: Website: www.mtnviewsnews.com: [1183, 2550, 1419, 2567]
notice-heading: FICTITIOUS BUSINESS NAME STATEMENT: [458, 2030, 641, 2042]
notice-publication-dates: Publish: Mountain Views News/JDC. Dates Pub: JUL 06, 13, 20, 27, 2024: [911, 613, 1130, 635]
legal-notice: [911, 1204, 1130, 1381]
notice-heading: FICTITIOUS BUSINESS NAME STATEMENT: [911, 1381, 1094, 1393]
legal-notice: [6, 311, 224, 540]
notice-column: [458, 70, 677, 2536]
notice-publication-dates: Publish: ES Mountain Views News. Dates Pub: June 15, 22, 29, July 6, 2024: [1138, 141, 1356, 163]
notice-publication-dates: Publish: ES Mountain Views News. Dates Pub: July 13, 20, 27, 2024: [232, 2164, 451, 2185]
legal-notice: [232, 459, 451, 708]
notice-file-number: File No. 2024144008: [6, 1053, 85, 1065]
notice-file-number: File No. 2024-119468: [685, 195, 767, 206]
legal-notice: [6, 1558, 224, 1808]
notice-body: The following person(s) is (are) doing business as BOBCAT'S PLUMBING & HEATING. 960 W 82ND ST # 161 LOS ANGELES, CA 90044.: [1138, 1544, 1356, 1576]
legal-notice: [232, 70, 451, 216]
notice-publication-dates: Publish: ES Mountain Views News. Dates Pub: June 15, 22, 29, July 6, 2024: [911, 1685, 1130, 1707]
notice-file-number: File No. 2024143613: [6, 320, 85, 331]
legal-notice: [458, 2263, 677, 2346]
notice-body: OWNER. This statement was filed with the County Clerk of Los Angeles County on 06/26/2024. The registrant(s) has (have) commenced to transact business under the fictitious business name or names listed above on 06/2024. NOTICE- This Fictitious Name Statement expires five years from the date it was filed in the office of the County Clerk. A new Fictitious Business Name Statement must be filed prior to that date. The filing of this statement does not of itself authorize the use in this state of a Fictitious Business Name in violation of the rights of another under Federal, State, or common law (See section 14411 et seq. Business and Professions Code): [232, 69, 451, 194]
notice-body: The following person(s) is (are) doing business as LA CUSTOM FRAMING 7001 SANTA MONICA BLVD SUITE 1000 WEST HOLLYWOOD, CA. 90046. AON 202462918446 LOS ANGELES COUNTY. Full name of registrant(s) is (are) L.A. ART FRAMING LLC 7001 SANTA MONICA BLVD SUITE 100 WEST HOLLYWOOD, CA. 90046. This business is conducted by: A LIMITED LIABILITY COMPANY. Signed: L.A. ART FRAMING LLC, RUBEN EDUARDO PERALTA, MANAGING MEMBER. This statement was filed with the County Clerk of Los Angeles County on 07/10/2024. The registrant(s) has (have) commenced to transact business under the fictitious business name or names listed above on 07/2024. NOTICE- This Fictitious Name Statement expires five years from the date it was filed in the office of the County Clerk. A new Fictitious Business Name Statement must be filed prior to that date. The filing of this statement does not of itself authorize the use in this state of a Fictitious Business Name in violation of the rights of another under Federal, State, or common law (See section 14411 et seq. Business and Professions Code): [6, 1316, 224, 1535]
legal-notice: [458, 1791, 677, 2029]
legal-notice: [458, 826, 677, 1065]
legal-notice: [232, 1957, 451, 2186]
notice-publication-dates: Publish: JUN 22, 29, JUL 06, 13, 2024: [1138, 1405, 1283, 1416]
notice-publication-dates: Publish: ES Mountain Views News. Dates Pub: July 13, 20, 27, August 3, 2024: [6, 1272, 224, 1293]
notice-heading: FICTITIOUS BUSINESS NAME STATEMENT: [685, 677, 868, 689]
legal-notice: [232, 2188, 451, 2344]
footer-email[interactable]: Email: editor@mtnviewsnews.com: [926, 2550, 1163, 2567]
notice-heading: FICTITIOUS BUSINESS NAME STATEMENT: [911, 1550, 1094, 1561]
notice-heading: FICTITIOUS BUSINESS NAME STATEMENT: [232, 457, 415, 468]
notice-body: The following person(s) is (are) doing business as BRP TALENT AGENCY. 9950 HILL RANCH DR SUITE 101 SANTA PAULA, CA. Full name of registrant(s) is (are) ROBERT ALEXANDER DRESSLER. 9950 HILL RANCH RD SUITE 101 SANTA FE SPRINGS, CA. 90670. This business is conducted by: AN INDIVIDUAL.: [458, 2282, 677, 2345]
notice-heading: FICTITIOUS BUSINESS NAME STATEMENT: [911, 825, 1094, 836]
notice-file-number: File No. 2024-112663: [685, 688, 767, 699]
legal-notice: [685, 679, 903, 918]
notice-heading: FICTITIOUS BUSINESS NAME STATEMENT: [232, 1463, 415, 1474]
notice-body: The following person(s) is (are) doing business as NATURAL SUBSTITUTE INTERNATIONAL 1441 COVELLO STREET UNIT 101 VAN NUYS, CA. 91405. NATURAL SUBSTITUTE. Full name of registrant(s) is (are) NATURAL SUBSTITUTE INTERNATIONAL, INC. 1441 COVELLO STREET UNIT 101 VAN NUYS, CA. 91405. This business is conducted by: A CORPORATION. Signed: NATURAL SUBSTITUTE INTERNATIONAL, INC EBRAHIM DELAVARI, CEO. This statement was filed with the County Clerk of Los Angeles County on 06/17/2024. The registrant(s) has (have) commenced to transact business under the fictitious business name or names listed above on 06/2005. NOTICE- This Fictitious Name Statement expires five years from the date it was filed in the office of the County Clerk.: [911, 1014, 1130, 1181]
notice-column: [232, 70, 451, 2536]
notice-publication-dates: Publish: ES Mountain Views News. Dates Pub: JUL 06, 13, 20, 27, 2024: [458, 2238, 677, 2260]
notice-file-number: File No. 2024-116690: [458, 2271, 541, 2283]
notice-publication-dates: Publish: ES Mountain Views News. Dates Pub: June 15, 22, 29, July 6, 2024: [911, 1180, 1130, 1202]
paper-date: Mountain View News Saturday, July 13, 2024: [6, 44, 333, 61]
notice-publication-dates: Publish: Mountain Views News JDC. Dates Pub: JUL 06, 13, 20, 27, 2024: [685, 403, 903, 425]
notice-publication-dates: Publish: ES Mountain Views News. Dates Pub: July 13, 20, 27, August 3, 2024: [6, 518, 224, 539]
notice-publication-dates: Publish: ES Mountain Views News. Dates Pub: July 13, 20, 27, August 3, 2024: [6, 1021, 224, 1042]
notice-body: The following person(s) is (are) doing business as PRECISION ACT DENT CLEANING 1604 CRENMER AVE 203 BURBANK, CA. 91504. Full name of registrant(s) is (are) VARDAN ARAKELYAN 1604 GRISMER AVE 203 BURBANK, CA. 91504. LOS ANGELES COUNTY. This business is conducted by: A CORPORATION. Signed: DGS IN SEAN ELLSWORTH, CEO. This statement was filed with the County Clerk of Los Angeles County on 06/26/2024. The registrant(s) has (have) commenced to transact business under the fictitious business name or names listed above on 06/2024. NOTICE- This Fictitious Name Statement expires five years from the date it was filed in the office of the County Clerk. A new Fictitious Business Name Statement must be filed prior to that date. The filing of this statement does not of itself authorize the use in this state of a Fictitious Business Name in violation of the rights of another under Federal, State, or common law (See section 14411 et seq. Business and Professions Code): [232, 237, 451, 435]
legal-notice: [911, 637, 1130, 825]
legal-notice: [1138, 70, 1356, 163]
notice-publication-dates: Publish: ES Mountain Views News. Dates Pub: July 13, 20, 27, 2024: [458, 1525, 677, 1547]
legal-notice: [6, 1810, 224, 2153]
notice-body: The following person(s) is (are) doing business as KEVINS TAILOR SHOP 135 S ROBERTSON BLVD LOS ANGELES, CA. 90048. LOS ANGELES COUNTY. Full name of registrant(s) is (are) HEIDY SUCELY CAMACHO GARCIA 135 S ROBERTSON BLVD LOS ANGELES, CA. 90048. This business is conducted by: INDIVIDUAL. Signed: HEIDY SUCELY CAMACHO GARCIA OWNER. This statement was filed with the County Clerk of Los Angeles County on 06/20/2024. The registrant(s) has (have) commenced to transact business under the fictitious business name or names listed above on 06/2024.: [911, 1403, 1130, 1528]
legal-notice: [1138, 1165, 1356, 1289]
notice-body: The following person(s) is (are) doing business as STAR CARGO 2032 SOUTH STREET SUITE 114 VALENCIA, CA. 91355. AON 202358119257 LOS ANGELES COUNTY. Full name of registrant(s) is (are) DEIFER LLC 28494 WESTINGHOUSE PLACE SUITE 114 VALENCIA, CA. 91355. NEW MEXICO. This business is conducted by: A LIMITED LIABILITY COMPANY. Signed: DEIFER LLC GARRIGAN L REYES, MANAGING MEMBER. This statement was filed with the County Clerk of Los Angeles County on 07/08/2024. The registrant(s) has (have) commenced to transact business under the fictitious business name or names listed above on 07/2019. NOTICE- This Fictitious Name Statement expires five years from the date it was filed in the office of the County Clerk. A new Fictitious Business Name Statement must be filed prior to that date. The filing of this statement does not of itself authorize the use in this state of a Fictitious Business Name in violation of the rights of another under Federal, State, or common law (See section 14411 et seq. Business and Professions Code): [6, 813, 224, 1022]
legal-notice: [911, 218, 1130, 447]
notice-publication-dates: Publish: Mountain Views News/JDC. Dates Pub: JUL 06, 13, 20, 27, 2024: [911, 802, 1130, 824]
notice-body: The following person(s) is (are) doing business as MY TOP CLEANING SERVICES 14129 SYLVAN ST VAN NUYS, CA. 91401. LOS ANGELES COUNTY. Full name of registrant(s) is (are) JEREMIAS VICENTE PELICO 14129 SYLVAN ST VAN NUYS, CA. 91401. This business is conducted by: AN INDIVIDUAL. Signed: JEREMIAS VICENTE PELICO, OWNER. This statement was filed with the County Clerk of Los Angeles County on 06/25/2024. The registrant(s) has (have) commenced to transact business under the fictitious business name or names listed above on 06/2024. NOTICE- This Fictitious Name Statement expires five years from the date it was filed in the office of the County Clerk. A new Fictitious Business Name Statement must be filed prior to that date. The filing of this statement does not of itself authorize the use in this state of a Fictitious Business Name in violation of the rights of another under Federal, State, or common law (See section 14411 et seq. Business and Professions Code): [458, 1086, 677, 1286]
notice-body: The following person(s) is (are) doing business as R. MARIN TRUCKING. 15153 SAN JOSE AVE. PARAMOUNT, CA 90723. Full name of registrant(s) is (are) RICARDO MARIN. 15153 SAN JOSE AVE, PARAMOUNT, CA 90723. This business is conducted by: AN INDIVIDUAL. Signed: RICARDO MARIN/OWNER. This statement was filed with the County Clerk of Los Angeles County on 06/24/2024. The registrant(s) has (have) commenced to transact business under the fictitious business name or names listed above on 06/2024. NOTICE- This Fictitious Name Statement expires five years from the date it was filed in the office of the County Clerk. A new Fictitious Business Name Statement must be filed prior to that date. The filing of this statement does not of itself authorize the use in this state of a Fictitious Business Name in violation of the rights of another under Federal, State, or common law (See section 14411 et seq. Business and Professions Code): [911, 237, 1130, 425]
notice-publication-dates: Publish: Mountain Views News/JDC. Dates Pub: JUL 06, 13, 20, 27, 2024: [685, 1388, 903, 1410]
notice-body: The following person(s) is (are) doing business as PURE WEALTH COURIER SERVICE. 3215 EL REY EXPRESS INCOME TAX SERVICES. 4256 CHERRY AVE. LONG BEACH, CA 90807. Full name of registrant(s) is (are) MY CORPORATE AGENT INC. 626 CHERRY AVE. LONG BEACH, CA 90807. This business is conducted by: A CORPORATION. Signed: DANIEL PENA PRESIDENT. This statement was filed with the County Clerk of Los Angeles County on 06/26/2024. The registrant(s) has (have) commenced to transact business under the fictitious business name or names listed above on 07/2024. NOTICE- This Fictitious Name Statement expires five years from the date it was filed in the office of the County Clerk. A new Fictitious Business Name Statement must be filed prior to that date. The filing of this statement does not of itself authorize the use in this state of a Fictitious Business Name in violation of the rights of another under Federal, State, or common law (See section 14411 et seq. Business and Professions Code): [685, 698, 903, 897]
notice-file-number: File No. 2024-106779: [685, 1421, 768, 1433]
legal-notice: [1138, 1027, 1356, 1163]
notice-body: The following person(s) is (are) doing business as PETROSYAN ELECTRIC 319 S EVERETT ST APT 3 GLENDALE, CA. 91205. LOS ANGELES COUNTY. Full name of registrant(s) is (are) GRISHA PETROSYAN 319 S EVERETT ST APT 3 GLENDALE, CA. 91205. This business is conducted by: AN INDIVIDUAL. Signed: GRISHA PETROSYAN OWNER. This statement was filed with the County Clerk of Los Angeles County on 06/26/2024. The registrant(s) has (have) commenced to transact business under the fictitious business name or names listed above on 05/2017. NOTICE- This Fictitious Name Statement expires five years from the date it was filed in the office of the County Clerk. A new Fictitious Business Name Statement must be filed prior to that date. The filing of this statement does not of itself authorize the use in this state of a Fictitious Business Name in violation of the rights of another under Federal, State, or common law (See section 14411 et seq. Business and Professions Code): [232, 1735, 451, 1934]
notice-file-number: File No. 2024136490: [232, 2197, 311, 2208]
notice-body: The following person(s) is (are) doing business as ANTONIO'S CAR MAR. 199 E 1ST ST. LOS ANGELES, CA. 90012. Full name of registrant(s) is (are) CHARIBELT MORENO MORENO 199 E 1ST ST. LOS ANGELES, CA. 90012. This business is conducted by: AN INDIVIDUAL. Signed: CHARIBELT MORENO MORENO OWNER. This statement was filed with the County Clerk of Los Angeles County on 06/24/2024. The registrant(s) has (have) commenced to transact business under the fictitious business name or names listed above on N/A. NOTICE- This Fictitious Name Statement expires five years from the date it was filed in the office of the County Clerk. A new Fictitious Business Name Statement must be filed prior to that date. The filing of this statement does not of itself authorize the use in this state of a Fictitious Business Name in violation of the rights of another under Federal, State, or common law (See section 14411 et seq. Business and Professions Code): [458, 2051, 677, 2239]
legal-notice: [458, 2031, 677, 2261]
notice-file-number: File No. 2024-117891: [911, 226, 993, 238]
paper-date-bar: [0, 43, 1362, 66]
notice-file-number: File No. 2024-125474: [1138, 1427, 1221, 1438]
notice-body: The following person(s) is (are) doing business as GOLDEN OWNER 7998 BRIMFIELD AVE PANORAMA CITY, CA. LOS ANGELES COUNTY. Full name of registrant(s) is (are) KARAM FARASATZADEH 9155 CANOGA AVE WOODLAND HILLS, CA. 91367. This business is conducted by: INDIVIDUAL. Signed: KARAM FARASATZADEH OWNER. This statement was filed with the County Clerk of Los Angeles County on 06/25/2024. The registrant(s) has (have) commenced to transact business under the fictitious business name or names listed above on N/A. NOTICE- This Fictitious Name Statement expires five years from the date it was filed in the office of the County Clerk. A new Fictitious Business Name Statement must be filed prior to that date. The filing of this statement does not of itself authorize the use in this state of a Fictitious Business Name in violation of the rights of another under Federal, State, or common law (See section 14411 et seq. Business and Professions Code): [458, 605, 677, 803]
notice-heading: FICTITIOUS BUSINESS NAME STATEMENT: [911, 447, 1094, 458]
notice-heading: FICTITIOUS BUSINESS NAME STATEMENT: [458, 2261, 641, 2272]
legal-notice: [458, 70, 677, 111]
legal-notice: [685, 70, 903, 184]
legal-notice: [232, 710, 451, 970]
notice-file-number: File No. 2024137285: [232, 981, 311, 992]
notice-body: The following person(s) is (are) doing business as XICANO SHOP TAPE 7042 JORDAN AVE CANOGA PARK, CA. 91303. LOS ANGELES COUNTY. Full name of registrant(s) is (are) LIONEL CASTRO LARA 7042 JORDAN AVE CANOGA PARK, CA. 91303. This business is conducted by: INDIVIDUAL. Signed: LIONEL CASTRO LARA, OWNER. This statement was filed with the County Clerk of Los Angeles County on 06/25/2024. The registrant(s) has (have) commenced to transact business under the fictitious business name or names listed above on 06/2024. NOTICE- This Fictitious Name Statement expires five years from the date it was filed in the office of the County Clerk. A new Fictitious Business Name Statement must be filed prior to that date. The filing of this statement does not of itself authorize the use in this state of a Fictitious Business Name in violation of the rights of another under Federal, State, or common law (See section 14411 et seq. Business and Professions Code): [458, 845, 677, 1044]
notice-file-number: File No. 2024-124841: [1138, 1533, 1221, 1545]
notice-body: The following person(s) is (are) doing business as ROOFING SERVICE. 722 E 31ST STREET LOS ANGELES, CA 90011. Full name of registrant(s) is (are) SANTIAGO ANDRES NORIA CARMONA 722 E 31ST STREET LOS ANGELES, CA 90011. This business is conducted by: A MARRIED COUPLE. Signed: SANTIAGO ANDRES NORIA CARMONA/HUSBAND. This statement was filed with the County Clerk of Los Angeles County on 06/26/2024. The registrant(s) has (have) commenced to transact business under the fictitious business name or names listed above on 06/2024. NOTICE- This Fictitious Name Statement expires five years from the date it was filed in the office of the County Clerk.: [911, 467, 1130, 614]
legal-notice: [6, 70, 224, 309]
notice-body: The following person(s) is (are) doing business as D'LUXCY CONSTRUCTION. 900 SILVER SPUR RD UNIT 101 ROLLING HILLS ESTATES, CA 90274. Full name of registrant(s) is (are) D'LUXCY ENTERPRISES INC. 900 SILVER SPUR RD UNIT 101 ROLLING HILLS ESTATES, CA 90274. This business is conducted by: A CORPORATION. Signed: JAIRO LUCCIARINI/PRESIDENT. This statement was filed with the County Clerk of Los Angeles County on 06/07/2024. The registrant(s) has (have) commenced to transact business under the fictitious business name or names listed above on 05/2000. NOTICE- This Fictitious Name Statement expires five years from the date it was filed in the office of the County Clerk. A new Fictitious Business Name Statement must be filed prior to that date. The filing of this statement does not of itself authorize the use in this state of a Fictitious Business Name in violation of the rights of another under Federal, State, or common law (See section 14411 et seq. Business and Professions Code): [685, 447, 903, 656]
notice-file-number: File No. 2024137132: [232, 1725, 311, 1736]
notice-publication-dates: Publish: ES Mountain Views News. Dates Pub: June 15, 22, 29, July 6, 2024: [1138, 856, 1356, 877]
notice-body: The following person(s) is (are) doing business as CLEVER CALIFORNIA. 12129 CALIFA ST VALLEY VILLAGE, CA. 91607. LOS ANGELES COUNTY. Full name of registrant(s) is (are) ITZEL ALEJANDRA VALDEZ 12129 CALIFA ST VALLEY VILLAGE, CA. 91607. This business is conducted by: AN INDIVIDUAL. Signed: ITZEL ALEJANDRA VALDEZ, OWNER. This statement was filed with the County Clerk of Los Angeles County on 07/08/2024. The registrant(s) has (have) commenced to transact business under the fictitious business name or names listed above on 07/2024. NOTICE- This Fictitious Name Statement expires five years from the date it was filed in the office of the County Clerk. A new Fictitious Business Name Statement must be filed prior to that date. The filing of this statement does not of itself authorize the use in this state of a Fictitious Business Name in violation of the rights of another under Federal, State, or common law (See section 14411 et seq. Business and Professions Code): [6, 89, 224, 287]
notice-heading: FICTITIOUS BUSINESS NAME STATEMENT: [232, 970, 415, 982]
notice-body: ness under the fictitious business name or names listed above on N/A. NOTICE- This Fictitious Name Statement expires five years from the date it was filed in the office of the County Clerk. A new Fictitious Business Name Statement must be filed prior to that date. The filing of this statement does not of itself authorize the use in this state of a Fictitious Business Name in violation of the rights of another under Federal, State, or common law (See section 14411 et seq. Business and Professions Code): [685, 69, 903, 163]
notice-heading: FICTITIOUS BUSINESS NAME STATEMENT: [1138, 364, 1320, 374]
notice-heading: FICTITIOUS BUSINESS NAME STATEMENT: [685, 918, 868, 930]
notice-publication-dates: Publish: ES Mountain Views News. Dates Pub: July 13, 20, 27, 2024: [458, 1043, 677, 1065]
notice-body: The following person(s) is (are) doing business as JS TRUCKING 778 N GLENOAKS BLVD BURBANK, CA. LOS ANGELES COUNTY. Full name of registrant(s) is (are) JASMIN HOUNANIAN 778 N GLENOAKS BLVD BURBANK, CA. 91504. This business is conducted by: INDIVIDUAL. Signed: JASMIN HOUNANIAN OWNER. This statement was filed with the County Clerk of Los Angeles County on 06/26/2024. The registrant(s) has (have) commenced to transact business under the fictitious business name or names listed above on 06/2024. NOTICE- This Fictitious Name Statement expires five years from the date it was filed in the office of the County Clerk.: [232, 2207, 451, 2343]
legal-notice: [1138, 880, 1356, 1026]
notice-body: The following person(s) is (are) doing business as PRECISION SCAN SOLUTIONS 21352 NORDHOFF ST 114 CHATSWORTH, CA. 91311. LOS ANGELES COUNTY. Full name of registrant(s) is (are) VASYL PYETUKHOV 21352 NORDHOFF ST 114 CHATSWORTH, CA. 91311. This business is conducted by: INDIVIDUAL. Signed: VASYL PYETUKHOV, OWNER. This statement was filed with the County Clerk of Los Angeles County on 06/25/2024. The registrant(s) has (have) commenced to transact business under the fictitious business name or names listed above on 06/2024. NOTICE- This Fictitious Name Statement expires five years from the date it was filed in the office of the County Clerk. A new Fictitious Business Name Statement must be filed prior to that date. The filing of this statement does not of itself authorize the use in this state of a Fictitious Business Name in violation of the rights of another under Federal, State, or common law (See section 14411 et seq. Business and Professions Code): [458, 133, 677, 331]
notice-file-number: File No. 2024139316: [232, 1473, 311, 1485]
legal-notice: [232, 1465, 451, 1714]
legal-notice: [685, 186, 903, 425]
notice-publication-dates: Publish: ES Mountain Views News. Dates Pub: July 13, 20, 27, 2024: [458, 1766, 677, 1789]
notice-publication-dates: Publish: Mountain Views News/JDC. Dates Pub: JUL 06, 13, 20, 27, 2024: [911, 193, 1130, 215]
notice-publication-dates: Publish: Mountain Views News/JDC. Dates Pub: JUL 06, 13, 20, 27, 2024: [685, 896, 903, 917]
notice-publication-dates: Publish: ES Mountain Views News. Dates Pub: July 13, 20, 27, August 3, 2024: [6, 2130, 224, 2152]
legal-notice: [685, 1182, 903, 1411]
notice-heading: FICTITIOUS BUSINESS NAME STATEMENT: [1138, 1417, 1320, 1428]
notice-body: The following person(s) is (are) doing business as OLD BRICKHOUSE. 1607 LEONARD AVE. HAC #2 KAMP VALLEY, CA. 91755. Full name of registrant(s) is (are) JOHN LEONARD TIO, 1607 LEONARD AVE, HACIENDA HEIGHTS, CA 91745. This business is conducted by: AN INDIVIDUAL. Signed: JOHN LEONARD TIO OWNER. This statement was filed with the County Clerk of Los Angeles County on 06/07/2024. The registrant(s) has (have) commenced to transact business under the fictitious business name or names listed above on N/A. NOTICE- This Fictitious Name Statement expires five years from the date it was filed in the office of the County Clerk. A new Fictitious Business Name Statement must be filed prior to that date.: [685, 1673, 903, 1820]
notice-publication-dates: Publish: Mountain Views News/JDC. Dates Pub: JUL 06, 13, 20, 27, 2024: [685, 1998, 903, 2019]
notice-file-number: File No. 2024136694: [232, 467, 311, 479]
notice-heading: FICTITIOUS BUSINESS NAME STATEMENT: [685, 1180, 868, 1192]
notice-body: The following person(s) is (are) doing business as CA'S PLUMBING 318 8TH ST ALHAMBRA, CA. 91801. Full name of registrant(s) is (are) CARLOS ANTONIO ROSAS 318 8TH ST ALHAMBRA, CA. 91801. This business is conducted by: AN INDIVIDUAL. Signed: CARLOS ANTONIO ROSAS OWNER. This statement was filed with the County Clerk of Los Angeles County on 06/19/2024. The registrant(s) has (have) commenced to transact business under the fictitious business name or names listed above on 06/2023.: [1138, 900, 1356, 1004]
notice-file-number: File No. 2024130998: [458, 1799, 538, 1811]
notice-body: The following person(s) is (are) doing business as ELDERBERRYMEDIA CORP. 10948 OTSEGO ST # 1A NORTH HOLLYWOOD, CA. 91601. AON C1234567 CALIFORNIA. LOS ANGELES COUNTY. Full name of registrant(s) is (are) AMIGZER SAMUEL GOMEZ BARILLAS 10948 OTSEGO ST # 1A NORTH HOLLYWOOD, CA. 91601. This business is conducted by: INDIVIDUAL. Signed: AMIGZER SAMUEL GOMEZ BARILLAS OWNER. This statement was filed with the County Clerk of Los Angeles County on 06/21/2024. The registrant(s) has (have) commenced to transact business under the fictitious business name or names listed above on 06/2024. NOTICE- This Fictitious Name Statement expires five years from the date it was filed in the office of the County Clerk. A new Fictitious Business Name Statement must be filed prior to that date. The filing of this statement does not of itself authorize the use in this state of a Fictitious Business Name in violation of the rights of another under Federal, State, or common law (See section 14411 et seq. Business and Professions Code): [232, 729, 451, 949]
legal-notice: [6, 542, 224, 791]
notice-body: The following person(s) is (are) doing business as GARZA LANDSCAPE & MAINTENANCE 1218 N ALDENVILLE AVE COVINA, CA. 91722. LOS ANGELES COUNTY. Full name of registrant(s) is (are) JOSE ALVARO GARZA SANDOVAL 1218 N ALDENVILLE AVE COVINA, CA. 91722. This business is conducted by: AN INDIVIDUAL. Signed: JOSE ALVARO GARZA SANDOVAL, OWNER. This statement was filed with the County Clerk of Los Angeles County on 06/27/2024. The registrant(s) has (have) commenced to transact business under the fictitious business name or names listed above on 06/2024. NOTICE- This Fictitious Name Statement expires five years from the date it was filed in the office of the County Clerk. A new Fictitious Business Name Statement must be filed prior to that date. The filing of this statement does not of itself authorize the use in this state of a Fictitious Business Name in violation of the rights of another under Federal, State, or common law (See section 14411 et seq. Business and Professions Code): [232, 1484, 451, 1693]
notice-heading: FICTITIOUS BUSINESS NAME STATEMENT: [6, 1808, 189, 1820]
notice-publication-dates: Publish: ES Mountain Views News. Dates Pub: July 13, 20, 27, 2024: [232, 434, 451, 456]
notice-heading: FICTITIOUS BUSINESS NAME STATEMENT: [458, 825, 641, 836]
notice-heading: FICTITIOUS BUSINESS NAME STATEMENT: [6, 1556, 189, 1568]
notice-heading: FICTITIOUS BUSINESS NAME STATEMENT: [685, 2020, 868, 2031]
notice-publication-dates: Publish: ES Mountain Views News. Dates Pub: June 15, 22, 29, July 6, 2024: [911, 1527, 1130, 1549]
legal-notice: [6, 1045, 224, 1294]
notice-heading: FICTITIOUS BUSINESS NAME STATEMENT: [1138, 1523, 1320, 1534]
notice-file-number: File No. 2024129587: [911, 1003, 990, 1015]
notice-file-number: File No. 2024129656: [911, 1560, 990, 1572]
notice-body: The following person(s) is (are) doing business as BESTWAY CLAIM SVP 16685 LAUREALWOOD DR STUDIO CITY, CA. 91604. BESTWAY COLLISION SERVICES 16685 LAURELWOOD DR STUDIO CITY, CA. 91604. Full name of registrant(s) is (are) PETER SUK LEE 16685 LAURELWOOD DR STUDIO CITY, CA. 91604. This business is conducted by: AN INDIVIDUAL. Signed: PETER SUK LEE, OWNER.: [6, 2174, 224, 2258]
notice-heading: FICTITIOUS BUSINESS NAME STATEMENT: [1138, 1164, 1320, 1174]
notice-publication-dates: Publish: ES Mountain Views News. Dates Pub: July 13, 20, 27, 2024: [232, 1933, 451, 1955]
notice-heading: FICTITIOUS BUSINESS NAME STATEMENT: [1138, 163, 1320, 175]
notice-publication-dates: Publish: ES Mountain Views News. Dates Pub: July 13, 20, 27, 2024: [458, 89, 677, 111]
notice-file-number: File No. 2024130377: [1138, 889, 1217, 901]
notice-body: The following person(s) is (are) doing business as EXPRESSION HAIR DESIGNS FULL SERVICE SALON. 8901 LAYMAN AVE PICO RIVERA, CA 90660. Full name of registrant(s) is (are) BLANCHE ALLAN GUERRA, 8901 LAYMAN AVENUE, PICO RIVERA, CA 90660. VICTORIA GUERRERO PATRIOT. LAYMAN AVE, PICO RIVERA, CA 90660. This business is conducted by: CO-PARTNERS. Signed: BLANCHE ALLAN GUERRA, GENERAL PARTNER. This statement was filed with the County Clerk of Los Angeles County on 06/25/2024. The registrant(s) has (have) commenced to transact business under the fictitious business name or names listed above on 10/2019. NOTICE- This Fictitious Name Statement expires five years from the date it was filed in the office of the County Clerk. A new Fictitious Business Name Statement must be filed prior to that date. The filing of this statement does not of itself authorize the use in this state of a Fictitious Business Name in violation of the rights of another under Federal, State, or common law (See section 14411 et seq. Business and Professions Code): [685, 939, 903, 1159]
